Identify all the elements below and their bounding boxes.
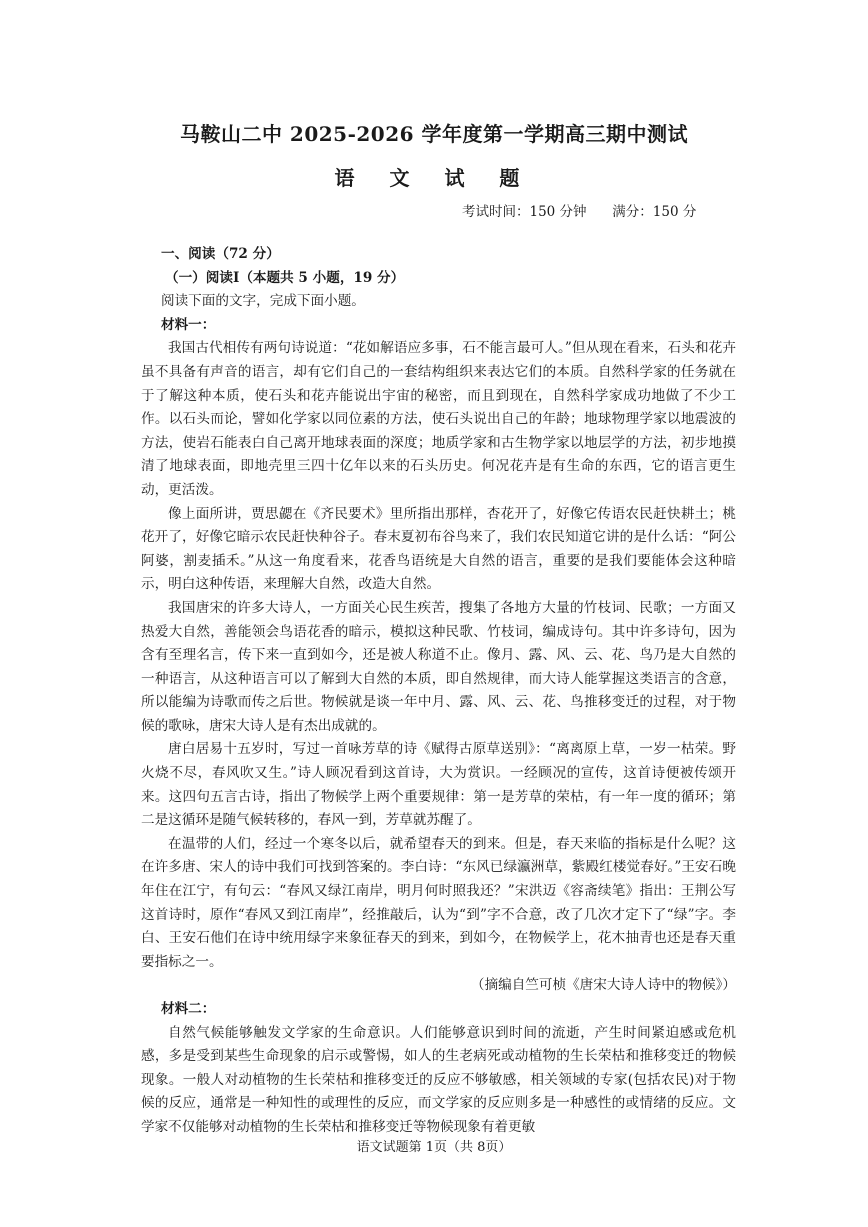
instruction-text: 阅读下面的文字，完成下面小题。: [161, 293, 365, 310]
exam-subtitle: 语 文 试 题: [334, 166, 534, 190]
material1-paragraph: 像上面所讲，贾思勰在《齐民要术》里所指出那样，杏花开了，好像它传语农民赶快耕土；桃花开了，好像它暗示农民赶快种谷子。春末夏初布谷鸟来了，我们农民知道它讲的是什么话：“阿公阿婆，割麦插禾。”从这一角度看来，花香鸟语统是大自然的语言，重要的是我们要能体会这种暗示，明白这种传语，来理解大自然，改造大自然。: [141, 505, 736, 593]
material2-heading: 材料二：: [161, 1001, 216, 1017]
section-subheading: （一）阅读Ⅰ（本题共 5 小题，19 分）: [165, 269, 405, 286]
page-footer: 语文试题第 1页（共 8页）: [356, 1140, 512, 1155]
exam-info: 考试时间：150 分钟 满分：150 分: [462, 204, 697, 220]
material1-paragraph: 我国古代相传有两句诗说道：“花如解语应多事，石不能言最可人。”但从现在看来，石头和花卉虽不具备有声音的语言，却有它们自己的一套结构组织来表达它们的本质。自然科学家的任务就在于了解这种本质，使石头和花卉能说出宇宙的秘密，而且到现在，自然科学家成功地做了不少工作。以石头而论，譬如化学家以同位素的方法，使石头说出自己的年龄；地球物理学家以地震波的方法，使岩石能表白自己离开地球表面的深度；地质学家和古生物学家以地层学的方法，初步地摸清了地球表面，即地壳里三四十亿年以来的石头历史。何况花卉是有生命的东西，它的语言更生动，更活泼。: [141, 340, 736, 498]
material1-paragraph: 在温带的人们，经过一个寒冬以后，就希望春天的到来。但是，春天来临的指标是什么呢？这在许多唐、宋人的诗中我们可找到答案的。李白诗：“东风已绿瀛洲草，紫殿红楼觉春好。”王安石晚年住在江宁，有句云：“春风又绿江南岸，明月何时照我还？”宋洪迈《容斋续笔》指出：王荆公写这首诗时，原作“春风又到江南岸”，经推敲后，认为“到”字不合意，改了几次才定下了“绿”字。李白、王安石他们在诗中统用绿字来象征春天的到来，到如今，在物候学上，花木抽青也还是春天重要指标之一。: [141, 835, 736, 970]
material1-heading: 材料一：: [161, 316, 216, 333]
section-heading: 一、阅读（72 分）: [161, 246, 280, 262]
exam-content: [141, 243, 736, 1140]
material2-paragraph: 自然气候能够触发文学家的生命意识。人们能够意识到时间的流逝，产生时间紧迫感或危机感，多是受到某些生命现象的启示或警惕，如人的生老病死或动植物的生长荣枯和推移变迁的物候现象。一般人对动植物的生长荣枯和推移变迁的反应不够敏感，相关领域的专家(包括农民)对于物候的反应，通常是一种知性的或理性的反应，而文学家的反应则多是一种感性的或情绪的反应。文学家不仅能够对动植物的生长荣枯和推移变迁等物候现象有着更敏: [141, 1024, 736, 1135]
material1-source: （摘编自竺可桢《唐宋大诗人诗中的物候》）: [470, 977, 736, 994]
material1-paragraph: 我国唐宋的许多大诗人，一方面关心民生疾苦，搜集了各地方大量的竹枝词、民歌；一方面又热爱大自然，善能领会鸟语花香的暗示，模拟这种民歌、竹枝词，编成诗句。其中许多诗句，因为含有至理名言，传下来一直到如今，还是被人称道不止。像月、露、风、云、花、鸟乃是大自然的一种语言，从这种语言可以了解到大自然的本质，即自然规律，而大诗人能掌握这类语言的含意，所以能编为诗歌而传之后世。物候就是谈一年中月、露、风、云、花、鸟推移变迁的过程，对于物候的歌咏，唐宋大诗人是有杰出成就的。: [141, 599, 736, 734]
exam-title: 马鞍山二中 2025-2026 学年度第一学期高三期中测试: [179, 122, 689, 146]
material1-paragraph: 唐白居易十五岁时，写过一首咏芳草的诗《赋得古原草送别》：“离离原上草，一岁一枯荣。野火烧不尽，春风吹又生。”诗人顾况看到这首诗，大为赏识。一经顾况的宣传，这首诗便被传颂开来。这四句五言古诗，指出了物候学上两个重要规律：第一是芳草的荣枯，有一年一度的循环；第二是这循环是随气候转移的，春风一到，芳草就苏醒了。: [141, 741, 736, 829]
